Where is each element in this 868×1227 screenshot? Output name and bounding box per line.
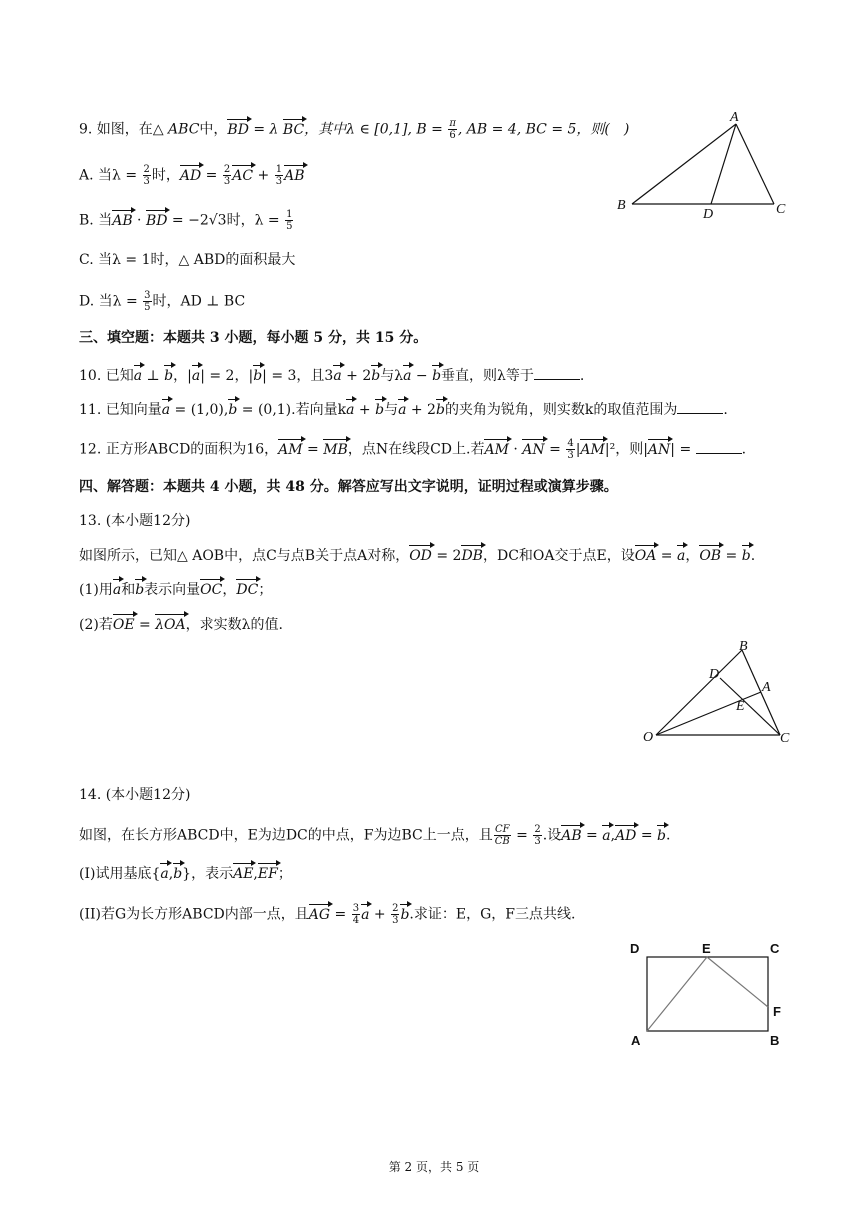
q13-header: 13. (本小题12分) [79,513,191,529]
segment-oa [656,692,761,735]
segment-ad [711,124,736,204]
label-e: E [736,699,745,714]
q14-rectangle-figure [624,936,794,1052]
q9-triangle-figure [608,106,798,221]
answer-blank [534,365,580,380]
rectangle-abcd [647,957,768,1031]
label-f: F [773,1004,781,1019]
segment-ae [647,957,707,1031]
label-d: D [709,667,720,682]
q9-option-b: B. 当AB · BD = −2√3时，λ = $\frac{1}{5}$ [79,209,293,232]
segment-dc [720,678,780,735]
q14-sub-2: (II)若G为长方形ABCD内部一点，且AG = $\frac{3}{4}$ a + $\frac{2}{3}$ b.求证：E，G，F三点共线. [79,903,576,926]
label-d: D [630,941,640,956]
label-o: O [643,730,654,745]
label-a: A [730,110,739,125]
q13-triangle-figure [640,636,800,748]
q9-option-a: A. 当λ = $\frac{2}{3}$ 时，AD = $\frac{2}{3}$ AC + $\frac{1}{3}$ AB [79,164,305,187]
label-d: D [703,207,714,221]
q9-option-d: D. 当λ = $\frac{3}{5}$ 时，AD ⊥ BC [79,290,246,313]
q12: 12. 正方形ABCD的面积为16，AM = MB，点N在线段CD上.若AM · AN = $\frac{4}{3}$ |AM|²，则|AN| = . [79,438,747,461]
page-footer: 第 2 页，共 5 页 [388,1160,480,1174]
label-a: A [762,680,771,695]
label-b: B [739,639,748,654]
section-4-heading: 四、解答题：本题共 4 小题，共 48 分。解答应写出文字说明，证明过程或演算步骤。 [79,479,618,495]
label-b: B [770,1033,780,1048]
section-3-heading: 三、填空题：本题共 3 小题，每小题 5 分，共 15 分。 [79,330,428,346]
q13-stem: 如图所示，已知△ AOB中，点C与点B关于点A对称，OD = 2DB，DC和OA交于点E，设OA = a，OB = b. [79,548,756,564]
label-c: C [776,202,786,217]
label-c: C [780,731,790,746]
q13-sub-1: (1)用a和b表示向量OC，DC； [79,582,273,598]
side-ab [632,124,736,204]
q9-stem: 9. 如图，在△ ABC中，BD = λ BC，其中λ ∈ [0,1], B = $\frac{\pi}{6}$ , AB = 4, BC = 5，则( ) [79,118,630,141]
answer-blank [696,439,742,454]
q14-stem: 如图，在长方形ABCD中，E为边DC的中点，F为边BC上一点，且 $\frac{CF}{CB}$ = $\frac{2}{3}$ .设AB = a,AD = b. [79,824,671,847]
label-c: C [770,941,780,956]
label-e: E [702,941,711,956]
q14-header: 14. (本小题12分) [79,787,191,803]
q9-option-c: C. 当λ = 1时，△ ABD的面积最大 [79,252,296,268]
q14-sub-1: (I)试用基底{a,b}，表示AE,EF； [79,866,292,882]
label-a: A [631,1033,641,1048]
side-ac [736,124,774,204]
q11: 11. 已知向量a = (1,0),b = (0,1).若向量ka + b与a + 2b的夹角为锐角，则实数k的取值范围为 . [79,399,728,420]
segment-ob [656,650,742,735]
segment-ef [707,957,768,1007]
q10: 10. 已知a ⊥ b，|a| = 2，|b| = 3，且3a + 2b与λa − b垂直，则λ等于 . [79,365,584,386]
label-b: B [617,198,626,213]
answer-blank [677,399,723,414]
q13-sub-2: (2)若OE = λOA，求实数λ的值. [79,617,283,633]
